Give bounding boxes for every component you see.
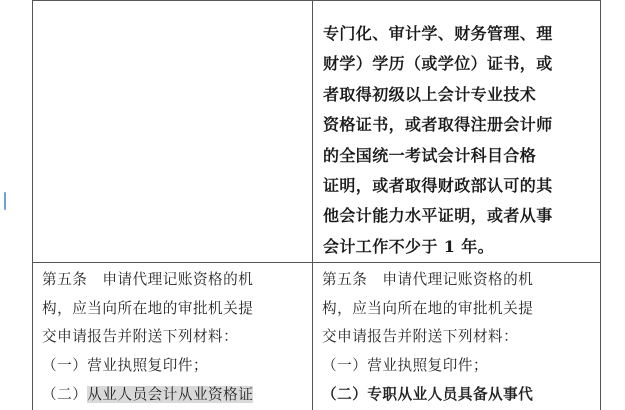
article-line-item-two (42, 381, 304, 410)
left-cell-empty (33, 1, 313, 263)
right-cell-article-five (313, 263, 601, 410)
comparison-table (32, 0, 601, 410)
table-row (33, 1, 601, 263)
article-line: 第五条 申请代理记账资格的机 (42, 271, 254, 289)
item-two-prefix: （二） (42, 385, 88, 403)
table-row (33, 263, 601, 410)
requirements-line: 他会计能力水平证明，或者从事 (323, 206, 553, 226)
article-line: 构，应当向所在地的审批机关提 (42, 299, 254, 317)
article-line-item-two-new: （二）专职从业人员具备从事代 (322, 385, 534, 403)
article-line: 交申请报告并附送下列材料： (322, 328, 519, 346)
article-line: 构，应当向所在地的审批机关提 (322, 299, 534, 317)
article-line: （一）营业执照复印件； (322, 357, 489, 375)
left-cell-article-five (33, 263, 313, 410)
right-cell-requirements (313, 1, 601, 263)
requirements-line: 资格证书，或者取得注册会计师 (323, 115, 553, 135)
requirements-line: 会计工作不少于 1 年。 (323, 236, 495, 256)
requirements-line: 者取得初级以上会计专业技术 (323, 84, 537, 104)
article-line: （一）营业执照复印件； (42, 357, 209, 375)
article-five-old-text (33, 263, 312, 409)
margin-marker (4, 192, 6, 210)
requirements-line: 专门化、审计学、财务管理、理 (323, 24, 553, 43)
article-line: 第五条 申请代理记账资格的机 (322, 271, 534, 289)
requirements-line: 证明，或者取得财政部认可的其 (323, 176, 553, 196)
highlighted-deleted-text: 从业人员会计从业资格证 (87, 385, 254, 403)
requirements-text (313, 1, 600, 262)
requirements-line: 的全国统一考试会计科目合格 (323, 145, 537, 165)
article-five-new-text (313, 263, 600, 409)
requirements-line: 财学）学历（或学位）证书，或 (323, 54, 553, 74)
article-line: 交申请报告并附送下列材料： (42, 328, 239, 346)
